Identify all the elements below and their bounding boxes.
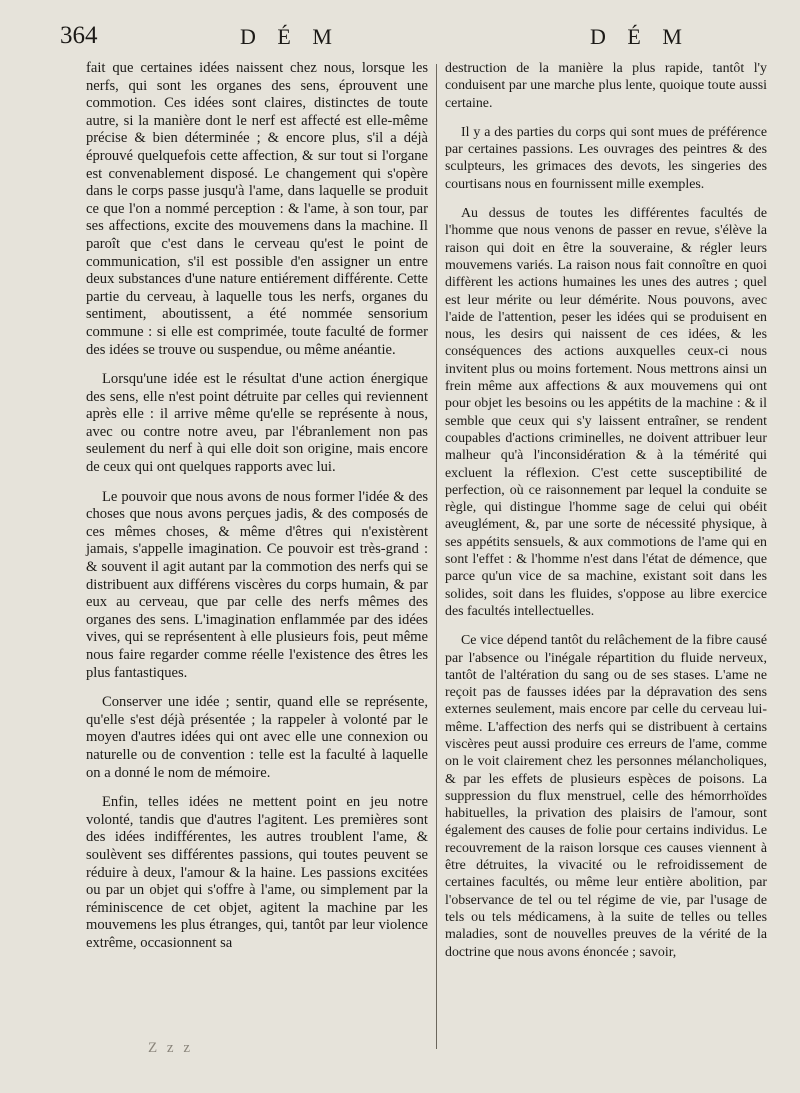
paragraph: Ce vice dépend tantôt du relâchement de la fibre causé par l'absence ou l'inégale répartition du fluide nerveux, tantôt de l'altération du sang ou de ses stases. L'ame ne reçoit pas de fausses idées par la dépravation des sens externes seulement, mais encore par celle du cerveau lui-même. L'affection des nerfs qui se distribuent à certains viscères peut aussi produire ces erreurs de l'ame, comme on le voit clairement chez les personnes mélancholiques, & par les effets de plusieurs espèces de poisons. La suppression du flux menstruel, celle des hémorrhoïdes habituelles, la privation des plaisirs de l'amour, sont également des causes de folie pour certains individus. Le recouvrement de la raison lorsque ces causes viennent à être détruites, la vivacité ou le refroidissement de certaines facultés, ou même leur entière abolition, par l'observance de tel ou tel régime de vie, par l'usage de tels ou tels médicamens, à la suite de telles ou telles maladies, sont de nouvelles preuves de la vérité de la doctrine que nous avons énoncée ; savoir, <box>445 633 767 960</box>
paragraph: Le pouvoir que nous avons de nous former l'idée & des choses que nous avons perçues jadis, & des composés de ces mêmes choses, & même d'êtres qui n'existèrent jamais, s'appelle imagination. Ce pouvoir est très-grand : & souvent il agit autant par la commotion des nerfs qui se distribuent aux différens viscères du corps humain, & par eux au cerveau, que par celle des nerfs mêmes des organes des sens. L'imagination enflammée par des idées vives, qui se représentent à elle plusieurs fois, peut même nous faire regarder comme réelle l'existence des êtres les plus fantastiques. <box>86 488 428 681</box>
right-column <box>445 60 767 967</box>
column-divider <box>436 64 437 1049</box>
paragraph: Il y a des parties du corps qui sont mues de préférence par certaines passions. Les ouvrages des peintres & des sculpteurs, les grimaces des devots, les singeries des courtisans nous en fournissent mille exemples. <box>445 124 767 192</box>
left-column <box>86 60 428 959</box>
paragraph: fait que certaines idées naissent chez nous, lorsque les nerfs, qui sont les organes des sens, éprouvent une commotion. Ces idées sont claires, distinctes de toute autre, si la manière dont le nerf est affecté est elle-même précise & bien déterminée ; & encore plus, s'il a déjà éprouvé quelquefois cette affection, & sur tout si l'organe est convenablement disposé. Le changement qui s'opère dans le corps passe jusqu'à l'ame, dans laquelle se produit ce que l'on a nommé perception : & l'ame, à son tour, par ses affections, excite des mouvemens dans la machine. Il paroît que c'est dans le cerveau qu'est le point de communication, s'il est possible d'en assigner un entre deux substances d'une nature entiérement différente. Cette partie du cerveau, à laquelle tous les nerfs, organes du sentiment, aboutissent, a été nommée sensorium commune : si elle est comprimée, toute faculté de former des idées se trouve ou suspendue, ou même anéantie. <box>86 60 428 358</box>
paragraph: Lorsqu'une idée est le résultat d'une action énergique des sens, elle n'est point détruite par celles qui reviennent après elle : il arrive même qu'elle se représente à nous, avec ou contre notre aveu, par l'ébranlement non pas seulement du nerf à qui elle doit son origine, mais encore de ceux qui ont quelques rapports avec lui. <box>86 371 428 476</box>
running-head-left: D É M <box>240 24 340 49</box>
page-number: 364 <box>60 22 98 49</box>
paragraph: Au dessus de toutes les différentes facultés de l'homme que nous venons de passer en revue, s'élève la raison qui doit en être la souveraine, & régler leurs mouvemens variés. La raison nous fait connoître en quoi diffèrent les actions humaines les unes des autres ; quel est leur mérite ou leur démérite. Nous pouvons, avec l'aide de l'attention, peser les idées qui se produisent en nous, les desirs qui naissent de ces idées, & les conséquences des actions auxquelles ceux-ci nous invitent plus ou moins fortement. Nous mettrons ainsi un frein même aux affections & aux mouvemens qui ont pour objet les besoins ou les appétits de la machine : & il semble que ceux qui s'y laissent entraîner, se rendent coupables d'actions criminelles, ne doivent attribuer leur malheur qu'à l'inconsidération & à la témérité qui excluent la réflexion. C'est cette susceptibilité de perfection, où ce raisonnement par lequel la conduite se règle, qui distingue l'homme sage de celui qui obéit aveuglément, &, par une sorte de nécessité physique, à ses appétits sensuels, & aux commotions de l'ame qui en sont l'effet : & l'homme n'est dans l'état de démence, que parce qu'un vice de sa machine, existant soit dans les solides, soit dans les fluides, s'oppose au libre exercice des facultés intellectuelles. <box>445 206 767 619</box>
running-head-right: D É M <box>590 24 690 49</box>
paragraph: destruction de la manière la plus rapide, tantôt l'y conduisent par une marche plus lente, quoique toute aussi certaine. <box>445 61 767 111</box>
paragraph: Conserver une idée ; sentir, quand elle se représente, qu'elle s'est déjà présentée ; la rappeler à volonté par le moyen d'autres idées qui ont avec elle une connexion ou naturelle ou de convention : telle est la faculté à laquelle on a donné le nom de mémoire. <box>86 694 428 781</box>
paragraph: Enfin, telles idées ne mettent point en jeu notre volonté, tandis que d'autres l'agitent. Les premières sont des idées indifférentes, les autres troublent l'ame, & soulèvent ses différentes passions, qui toutes peuvent se réduire à deux, l'amour & la haine. Les passions excitées ou par un objet qui s'offre à l'ame, ou simplement par la réminiscence de cet objet, agitent la machine par les mouvemens les plus étranges, qui, tantôt par leur violence extrême, occasionnent sa <box>86 794 428 951</box>
signature-mark: Z z z <box>148 1040 193 1056</box>
